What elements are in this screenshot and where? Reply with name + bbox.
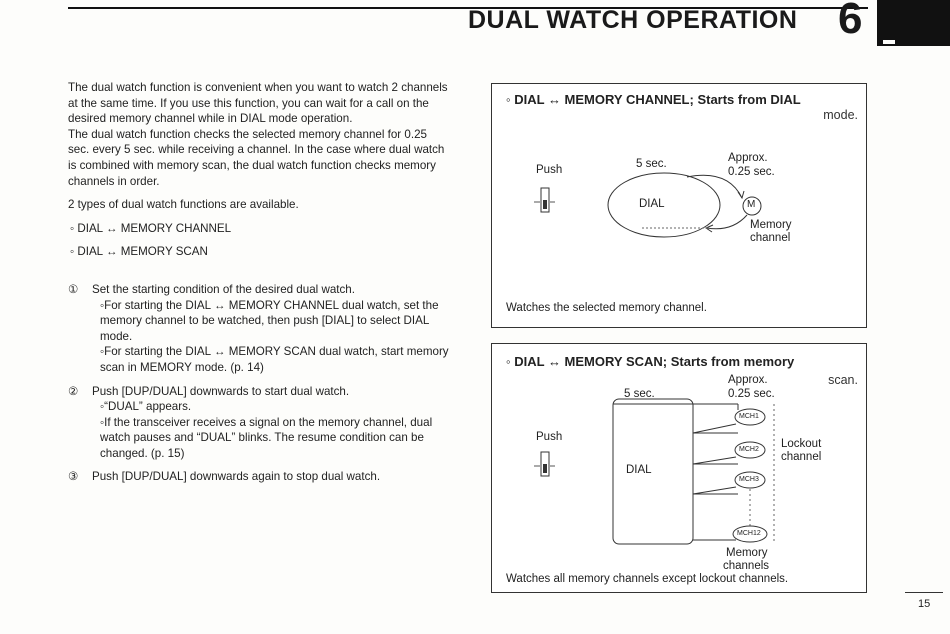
box2-lockout-channel-label: channel [781, 451, 822, 463]
box1-caption: Watches the selected memory channel. [506, 302, 707, 314]
box1-memory-label: Memory [750, 219, 792, 231]
box1-m-label: M [747, 199, 756, 210]
box2-lockout-label: Lockout [781, 438, 822, 450]
page-number-rule [905, 592, 943, 593]
step-1 [68, 282, 450, 376]
box1-dial-label: DIAL [639, 198, 665, 210]
box1-approx-label: Approx. [728, 152, 768, 164]
step-1-number: ① [68, 282, 79, 296]
box2-memory-label: Memory [726, 547, 768, 559]
step-1-sub-1-text: For starting the DIAL ↔ MEMORY CHANNEL dual watch, set the memory channel to be watched, then push [DIAL] to select DIAL mode. [100, 298, 439, 343]
page-title: DUAL WATCH OPERATION [468, 6, 798, 34]
box1-title: ◦ DIAL ↔ MEMORY CHANNEL; Starts from DIAL [506, 92, 801, 107]
type-item-2: ◦ DIAL ↔ MEMORY SCAN [70, 245, 208, 259]
page-number: 15 [918, 598, 931, 610]
step-1-text: Set the starting condition of the desired dual watch. [92, 282, 355, 296]
box2-mch1: MCH1 [739, 413, 759, 420]
step-1-sub-1: ◦For starting the DIAL ↔ MEMORY CHANNEL dual watch, set the memory channel to be watched, then push [DIAL] to select DIAL mode. [100, 298, 439, 343]
type-item-1-label: DIAL ↔ MEMORY CHANNEL [77, 221, 232, 235]
box1-5sec-label: 5 sec. [636, 158, 667, 170]
step-2-sub-1: ◦“DUAL” appears. [100, 400, 192, 414]
box2-mch12: MCH12 [737, 530, 761, 537]
step-3-number: ③ [68, 470, 79, 484]
chapter-tab [877, 0, 950, 46]
box1-title-end: mode. [823, 108, 858, 122]
type-item-1: ◦ DIAL ↔ MEMORY CHANNEL [70, 221, 232, 235]
box1-title-text: DIAL ↔ MEMORY CHANNEL; Starts from DIAL [514, 92, 801, 107]
box2-025sec-label: 0.25 sec. [728, 388, 775, 400]
box2-caption: Watches all memory channels except lockout channels. [506, 573, 789, 585]
diagram-memory-scan [491, 343, 867, 593]
box1-channel-label: channel [750, 232, 791, 244]
left-column [68, 80, 450, 485]
box2-mch2: MCH2 [739, 446, 759, 453]
box2-title: ◦ DIAL ↔ MEMORY SCAN; Starts from memory [506, 354, 795, 369]
box2-5sec-label: 5 sec. [624, 388, 655, 400]
step-3 [68, 469, 450, 485]
step-2-sub-2: ◦If the transceiver receives a signal on the memory channel, dual watch pauses and “DUAL” blinks. The resume condition can be changed. (p. 15) [100, 415, 433, 460]
chapter-number: 6 [838, 0, 863, 43]
box2-push-label: Push [536, 431, 563, 443]
types-sentence: 2 types of dual watch functions are available. [68, 198, 299, 212]
box2-channels-label: channels [723, 560, 770, 572]
box1-025sec-label: 0.25 sec. [728, 166, 775, 178]
box1-push-label: Push [536, 164, 563, 176]
type-item-2-label: DIAL ↔ MEMORY SCAN [77, 245, 208, 259]
step-2-sub-1-text: “DUAL” appears. [104, 400, 192, 414]
step-2-text: Push [DUP/DUAL] downwards to start dual watch. [92, 384, 350, 398]
step-3-text: Push [DUP/DUAL] downwards again to stop dual watch. [92, 470, 381, 484]
box2-title-end: scan. [828, 373, 858, 387]
box2-dial-label: DIAL [626, 464, 652, 476]
step-2-number: ② [68, 384, 79, 398]
step-2-sub-2-text: If the transceiver receives a signal on the memory channel, dual watch pauses and “DUAL” blinks. The resume condition can be changed. (p. 15) [100, 415, 433, 460]
intro-paragraph-1: The dual watch function is convenient when you want to watch 2 channels at the same time. If you use this function, you can wait for a call on the desired memory channel while in DIAL mode operation. [68, 81, 448, 126]
box2-title-text: DIAL ↔ MEMORY SCAN; Starts from memory [514, 354, 795, 369]
diagram-memory-channel [491, 83, 867, 328]
box1-diagram [492, 84, 866, 327]
box2-mch3: MCH3 [739, 476, 759, 483]
intro-paragraph-2: The dual watch function checks the selected memory channel for 0.25 sec. every 5 sec. while receiving a channel. In the case where dual watch is combined with memory scan, the dual watch function checks memory channels in order. [68, 127, 445, 188]
box2-approx-label: Approx. [728, 374, 768, 386]
box2-diagram [492, 344, 866, 592]
step-1-sub-2-text: For starting the DIAL ↔ MEMORY SCAN dual watch, start memory scan in MEMORY mode. (p. 14) [100, 345, 449, 374]
step-2 [68, 384, 450, 462]
step-1-sub-2: ◦For starting the DIAL ↔ MEMORY SCAN dual watch, start memory scan in MEMORY mode. (p. 14) [100, 345, 449, 374]
